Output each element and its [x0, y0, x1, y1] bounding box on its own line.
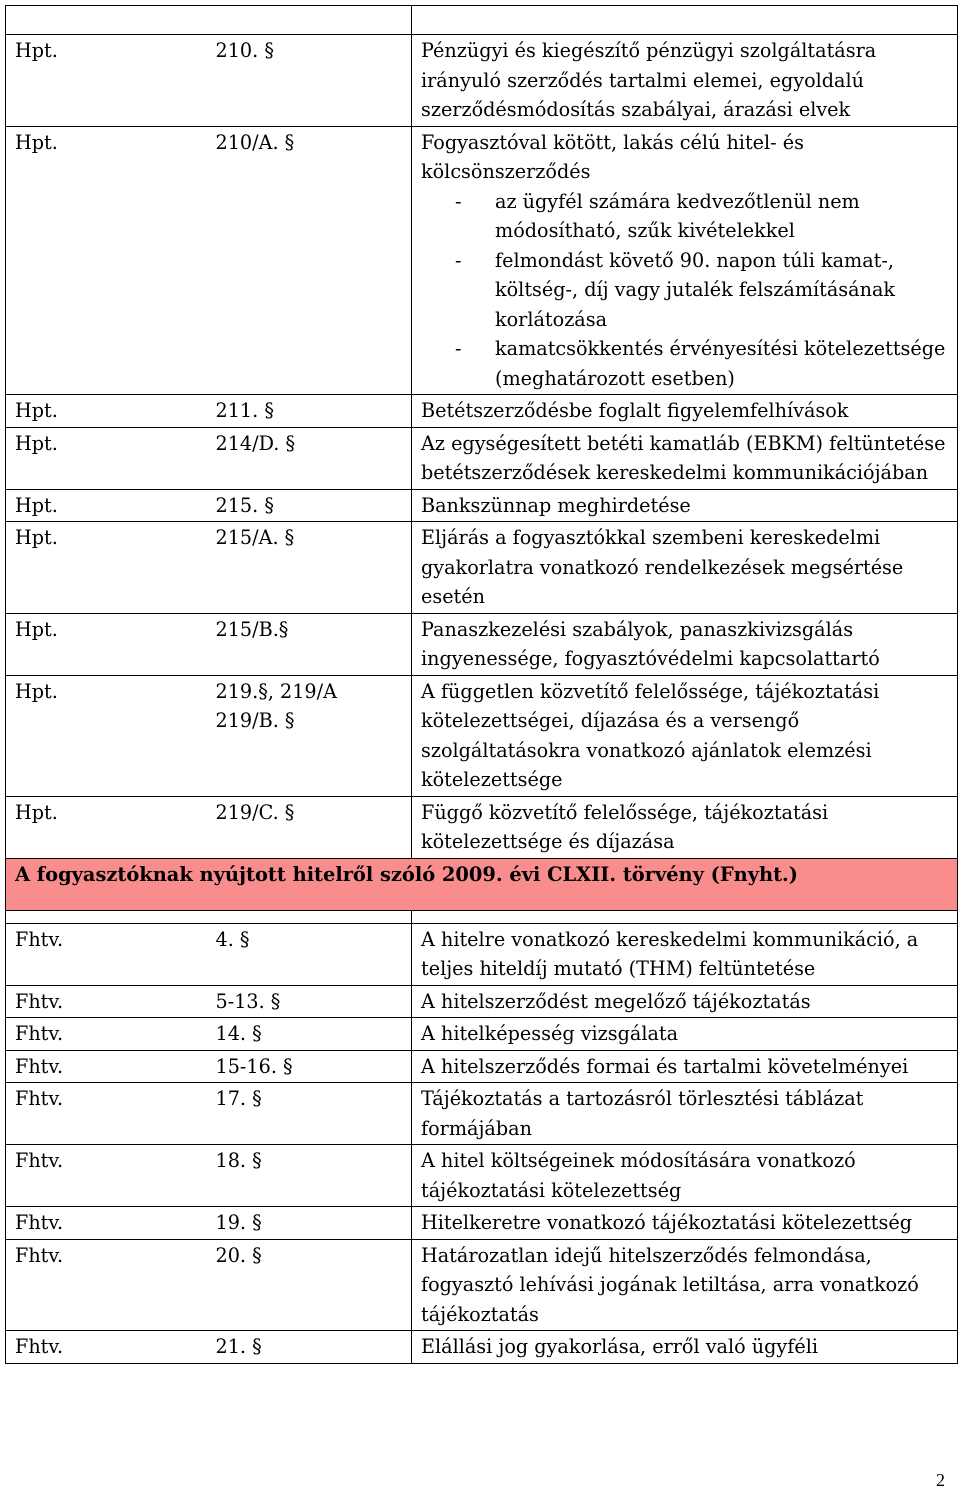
- empty-top-row: [6, 6, 958, 35]
- section-cell: 18. §: [207, 1145, 412, 1207]
- section-cell: 20. §: [207, 1239, 412, 1331]
- section-cell: 5-13. §: [207, 985, 412, 1018]
- table-row: [6, 1018, 958, 1051]
- description-cell: Hitelkeretre vonatkozó tájékoztatási kötelezettség: [412, 1207, 958, 1240]
- law-cell: Hpt.: [6, 395, 207, 428]
- section-cell: 19. §: [207, 1207, 412, 1240]
- section-cell: 21. §: [207, 1331, 412, 1364]
- section-cell: 215/B.§: [207, 613, 412, 675]
- regulation-table: [5, 5, 958, 1364]
- description-cell: A hitelszerződés formai és tartalmi követelményei: [412, 1050, 958, 1083]
- empty-cell: [207, 6, 412, 35]
- law-cell: Fhtv.: [6, 1145, 207, 1207]
- description-cell: A hitelre vonatkozó kereskedelmi kommunikáció, a teljes hiteldíj mutató (THM) feltüntetése: [412, 923, 958, 985]
- table-row: [6, 613, 958, 675]
- description-cell: Határozatlan idejű hitelszerződés felmondása, fogyasztó lehívási jogának letiltása, arra vonatkozó tájékoztatás: [412, 1239, 958, 1331]
- section-cell: 215/A. §: [207, 522, 412, 614]
- table-row: [6, 1083, 958, 1145]
- table-row: [6, 1145, 958, 1207]
- table-row: [6, 985, 958, 1018]
- description-text: Fogyasztóval kötött, lakás célú hitel- és kölcsönszerződés: [421, 130, 804, 183]
- law-cell: Fhtv.: [6, 1239, 207, 1331]
- law-cell: Hpt.: [6, 522, 207, 614]
- section-cell: 215. §: [207, 489, 412, 522]
- description-cell: Eljárás a fogyasztókkal szembeni kereskedelmi gyakorlatra vonatkozó rendelkezések megsértése esetén: [412, 522, 958, 614]
- table-row: [6, 1207, 958, 1240]
- law-cell: Hpt.: [6, 489, 207, 522]
- description-cell: [412, 126, 958, 395]
- law-cell: Fhtv.: [6, 1050, 207, 1083]
- dash-marker: -: [455, 337, 462, 360]
- section-header: A fogyasztóknak nyújtott hitelről szóló 2009. évi CLXII. törvény (Fnyht.): [6, 858, 958, 910]
- description-cell: A hitelszerződést megelőző tájékoztatás: [412, 985, 958, 1018]
- description-cell: A független közvetítő felelőssége, tájékoztatási kötelezettségei, díjazása és a versengő szolgáltatásokra vonatkozó ajánlatok elemzési kötelezettsége: [412, 675, 958, 796]
- section-header-row: [6, 858, 958, 910]
- list-item-text: felmondást követő 90. napon túli kamat-, költség-, díj vagy jutalék felszámításának korlátozása: [495, 248, 896, 331]
- table-row: [6, 395, 958, 428]
- table-row: [6, 1331, 958, 1364]
- section-cell: 17. §: [207, 1083, 412, 1145]
- law-cell: Hpt.: [6, 796, 207, 858]
- law-cell: Fhtv.: [6, 1083, 207, 1145]
- law-cell: Fhtv.: [6, 1207, 207, 1240]
- description-cell: Bankszünnap meghirdetése: [412, 489, 958, 522]
- description-cell: Függő közvetítő felelőssége, tájékoztatási kötelezettsége és díjazása: [412, 796, 958, 858]
- section-cell: 14. §: [207, 1018, 412, 1051]
- empty-cell: [412, 6, 958, 35]
- section-cell: 210/A. §: [207, 126, 412, 395]
- empty-cell: [207, 910, 412, 923]
- section-cell: 211. §: [207, 395, 412, 428]
- table-row: [6, 489, 958, 522]
- list-item-text: kamatcsökkentés érvényesítési kötelezettsége (meghatározott esetben): [495, 337, 946, 390]
- section-cell: 219/C. §: [207, 796, 412, 858]
- table-row: [6, 923, 958, 985]
- description-cell: Pénzügyi és kiegészítő pénzügyi szolgáltatásra irányuló szerződés tartalmi elemei, egyoldalú szerződésmódosítás szabályai, árazási elvek: [412, 35, 958, 127]
- law-cell: Hpt.: [6, 613, 207, 675]
- description-cell: A hitel költségeinek módosítására vonatkozó tájékoztatási kötelezettség: [412, 1145, 958, 1207]
- list-item: [421, 246, 949, 335]
- page-number: 2: [936, 1470, 945, 1490]
- law-cell: Hpt.: [6, 675, 207, 796]
- section-cell: 210. §: [207, 35, 412, 127]
- description-cell: Panaszkezelési szabályok, panaszkivizsgálás ingyenessége, fogyasztóvédelmi kapcsolattartó: [412, 613, 958, 675]
- description-cell: A hitelképesség vizsgálata: [412, 1018, 958, 1051]
- section-cell: 219.§, 219/A 219/B. §: [207, 675, 412, 796]
- law-cell: Hpt.: [6, 126, 207, 395]
- table-row: [6, 675, 958, 796]
- list-item-text: az ügyfél számára kedvezőtlenül nem módosítható, szűk kivételekkel: [495, 189, 860, 242]
- table-row: [6, 1239, 958, 1331]
- description-cell: Tájékoztatás a tartozásról törlesztési táblázat formájában: [412, 1083, 958, 1145]
- table-row: [6, 427, 958, 489]
- description-cell: Betétszerződésbe foglalt figyelemfelhívások: [412, 395, 958, 428]
- section-cell: 214/D. §: [207, 427, 412, 489]
- sub-item-list: [421, 187, 949, 394]
- table-row: [6, 126, 958, 395]
- table-row: [6, 1050, 958, 1083]
- law-cell: Fhtv.: [6, 985, 207, 1018]
- law-cell: Fhtv.: [6, 1331, 207, 1364]
- description-cell: Az egységesített betéti kamatláb (EBKM) feltüntetése betétszerződések kereskedelmi kommunikációjában: [412, 427, 958, 489]
- law-cell: Fhtv.: [6, 923, 207, 985]
- empty-cell: [6, 910, 207, 923]
- section-cell: 4. §: [207, 923, 412, 985]
- empty-cell: [6, 6, 207, 35]
- spacer-row: [6, 910, 958, 923]
- table-row: [6, 796, 958, 858]
- list-item: [421, 334, 949, 393]
- law-cell: Hpt.: [6, 427, 207, 489]
- dash-marker: -: [455, 189, 462, 213]
- table-body: [6, 6, 958, 1364]
- empty-cell: [412, 910, 958, 923]
- description-cell: Elállási jog gyakorlása, erről való ügyféli: [412, 1331, 958, 1364]
- table-row: [6, 35, 958, 127]
- table-row: [6, 522, 958, 614]
- law-cell: Hpt.: [6, 35, 207, 127]
- section-cell: 15-16. §: [207, 1050, 412, 1083]
- list-item: [421, 187, 949, 246]
- dash-marker: -: [455, 248, 462, 272]
- law-cell: Fhtv.: [6, 1018, 207, 1051]
